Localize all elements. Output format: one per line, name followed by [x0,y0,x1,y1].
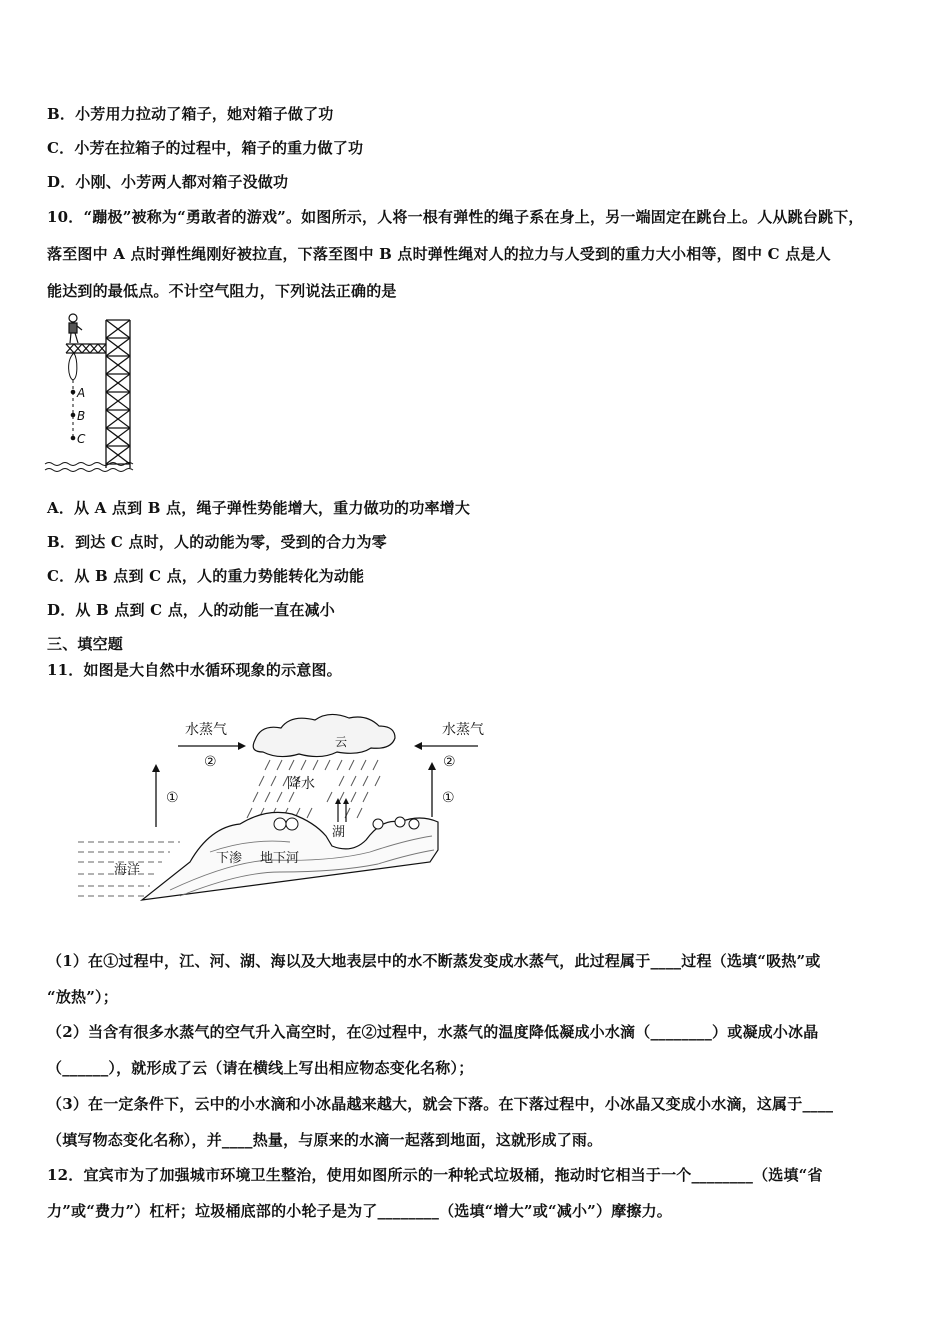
underground-river-label: 地下河 [260,851,300,866]
q11-sub2-line-1: （2）当含有很多水蒸气的空气升入高空时，在②过程中，水蒸气的温度降低凝成小水滴（________）或凝成小冰晶 [47,1023,819,1041]
q12-line-1: 12．宜宾市为了加强城市环境卫生整治，使用如图所示的一种轮式垃圾桶，拖动时它相当于一个________（选填“省 [47,1166,823,1184]
infiltration-label: 下渗 [216,851,243,866]
rain-label: 降水 [287,776,315,792]
q11-sub3-line-2: （填写物态变化名称），并____热量，与原来的水滴一起落到地面，这就形成了雨。 [47,1131,603,1149]
circle2-right: ② [443,754,456,770]
label-b: B [77,409,86,423]
q11-stem: 11．如图是大自然中水循环现象的示意图。 [47,661,342,679]
circle1-right: ① [442,790,455,806]
q11-sub3-line-1: （3）在一定条件下，云中的小水滴和小冰晶越来越大，就会下落。在下落过程中，小冰晶又变成小水滴，这属于____ [47,1095,834,1113]
circle1-left: ① [166,790,179,806]
section-title: 三、填空题 [47,635,124,653]
point-a [71,390,76,395]
label-c: C [77,432,86,446]
circle2-left: ② [204,754,217,770]
vapor-left-label: 水蒸气 [185,722,227,738]
q9-option-c: C．小芳在拉箱子的过程中，箱子的重力做了功 [47,139,364,157]
q10-stem-line-1: 10．“蹦极”被称为“勇敢者的游戏”。如图所示，人将一根有弹性的绳子系在身上，另一端固定在跳台上。人从跳台跳下， [47,208,864,226]
vapor-right-label: 水蒸气 [442,722,484,738]
cloud-shape [253,714,395,756]
lake-label: 湖 [332,825,346,840]
q11-sub1-line-1: （1）在①过程中，江、河、湖、海以及大地表层中的水不断蒸发变成水蒸气，此过程属于____过程（选填“吸热”或 [47,952,821,970]
q11-sub1-line-2: “放热”）； [47,988,118,1006]
water-cycle-figure [70,712,510,902]
q9-option-d: D．小刚、小芳两人都对箱子没做功 [47,173,289,191]
q12-line-2: 力”或“费力”）杠杆；垃圾桶底部的小轮子是为了________（选填“增大”或“减小”）摩擦力。 [47,1202,672,1220]
jump-tower [106,320,130,468]
ocean-label: 海洋 [114,863,141,878]
cloud-label: 云 [335,735,348,749]
point-b [71,413,76,418]
q10-option-b: B．到达 C 点时，人的动能为零，受到的合力为零 [47,533,387,551]
elastic-rope [69,353,77,380]
bungee-figure [40,308,140,478]
jumper-figure [69,314,82,343]
q10-option-a: A．从 A 点到 B 点，绳子弹性势能增大，重力做功的功率增大 [47,499,471,517]
q9-option-b: B．小芳用力拉动了箱子，她对箱子做了功 [47,105,334,123]
point-c [71,436,76,441]
label-a: A [77,386,86,400]
jump-platform [66,344,106,353]
q10-stem-line-2: 落至图中 A 点时弹性绳刚好被拉直，下落至图中 B 点时弹性绳对人的拉力与人受到的重力大小相等，图中 C 点是人 [47,245,831,263]
q10-stem-line-3: 能达到的最低点。不计空气阻力，下列说法正确的是 [47,282,397,300]
q10-option-c: C．从 B 点到 C 点，人的重力势能转化为动能 [47,567,365,585]
q11-sub2-line-2: （______），就形成了云（请在横线上写出相应物态变化名称）； [47,1059,474,1077]
q10-option-d: D．从 B 点到 C 点，人的动能一直在减小 [47,601,335,619]
